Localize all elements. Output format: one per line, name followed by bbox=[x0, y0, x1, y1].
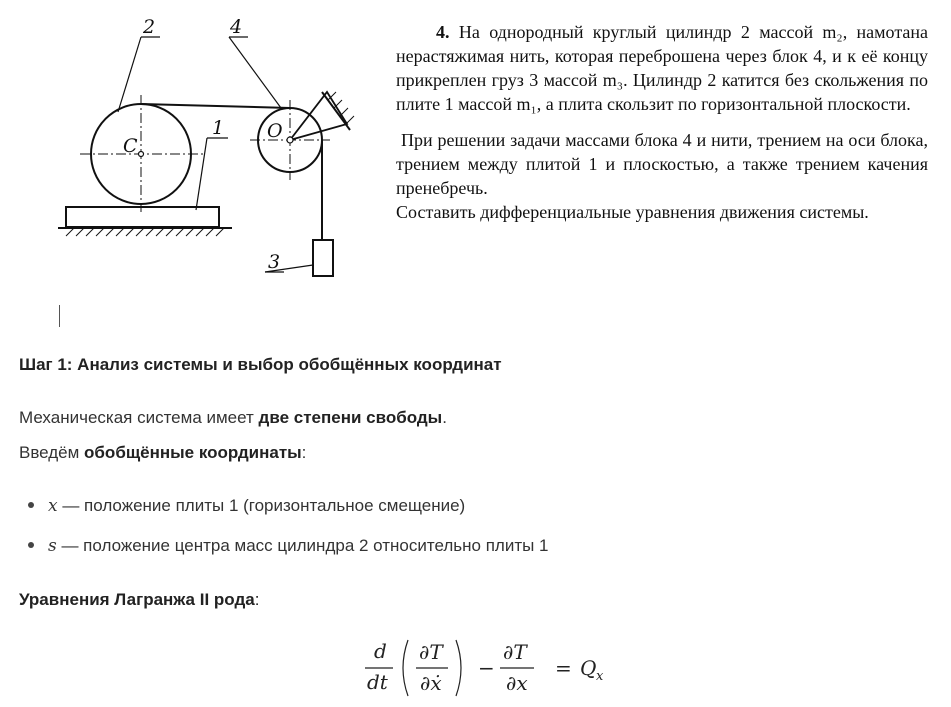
svg-text:x: x bbox=[596, 669, 604, 684]
problem-text-3: Составить дифференциальные уравнения движения системы. bbox=[396, 202, 869, 222]
bullet-icon bbox=[28, 542, 34, 548]
coordinates-intro: Введём обобщённые координаты: bbox=[19, 443, 307, 462]
svg-text:∂ẋ: ∂ẋ bbox=[420, 671, 442, 695]
svg-text:d: d bbox=[374, 639, 387, 663]
svg-text:=: = bbox=[555, 656, 572, 680]
mechanism-figure bbox=[40, 8, 360, 283]
lagrange-label: Уравнения Лагранжа II рода: bbox=[19, 590, 260, 609]
dof-statement: Механическая система имеет две степени свободы. bbox=[19, 408, 447, 427]
svg-text:∂T: ∂T bbox=[503, 640, 527, 664]
step-title: Шаг 1: Анализ системы и выбор обобщённых координат bbox=[19, 355, 502, 374]
problem-paragraph-2 bbox=[396, 128, 928, 224]
problem-statement bbox=[396, 20, 928, 224]
label-axis-o: O bbox=[267, 120, 283, 142]
label-center-c: C bbox=[123, 135, 138, 157]
problem-text-1: На однородный круглый цилиндр 2 массой m₂, намотана нерастяжимая нить, которая переброшена через блок 4, и к её концу прикреплен груз 3 массой m₃. Цилиндр 2 катится без скольжения по плите 1 массой m₁, а плита скользит по горизонтальной плоскости. bbox=[396, 22, 929, 114]
problem-number: 4. bbox=[436, 22, 450, 42]
label-cylinder-2: 2 bbox=[143, 16, 156, 38]
svg-text:−: − bbox=[478, 656, 495, 680]
problem-paragraph-1 bbox=[396, 20, 928, 116]
list-item: x — положение плиты 1 (горизонтальное смещение) bbox=[28, 496, 465, 516]
text-cursor bbox=[59, 305, 60, 327]
weight-3 bbox=[313, 240, 333, 276]
bullet-icon bbox=[28, 502, 34, 508]
axis-point-o bbox=[287, 137, 293, 143]
thread-horizontal bbox=[141, 104, 290, 108]
list-item: s — положение центра масс цилиндра 2 относительно плиты 1 bbox=[28, 536, 549, 556]
svg-text:dt: dt bbox=[367, 670, 388, 694]
label-block-4: 4 bbox=[230, 16, 243, 38]
label-plate-1: 1 bbox=[212, 117, 225, 139]
svg-text:Q: Q bbox=[580, 656, 597, 680]
center-point-c bbox=[139, 152, 144, 157]
svg-text:∂x: ∂x bbox=[506, 671, 528, 695]
problem-text-2: При решении задачи массами блока 4 и нити, трением на оси блока, трением между плитой 1 и плоскостью, а также трением качения пренебречь. bbox=[396, 130, 928, 198]
label-weight-3: 3 bbox=[268, 251, 281, 273]
svg-text:∂T: ∂T bbox=[419, 640, 443, 664]
lagrange-equation bbox=[360, 630, 620, 700]
